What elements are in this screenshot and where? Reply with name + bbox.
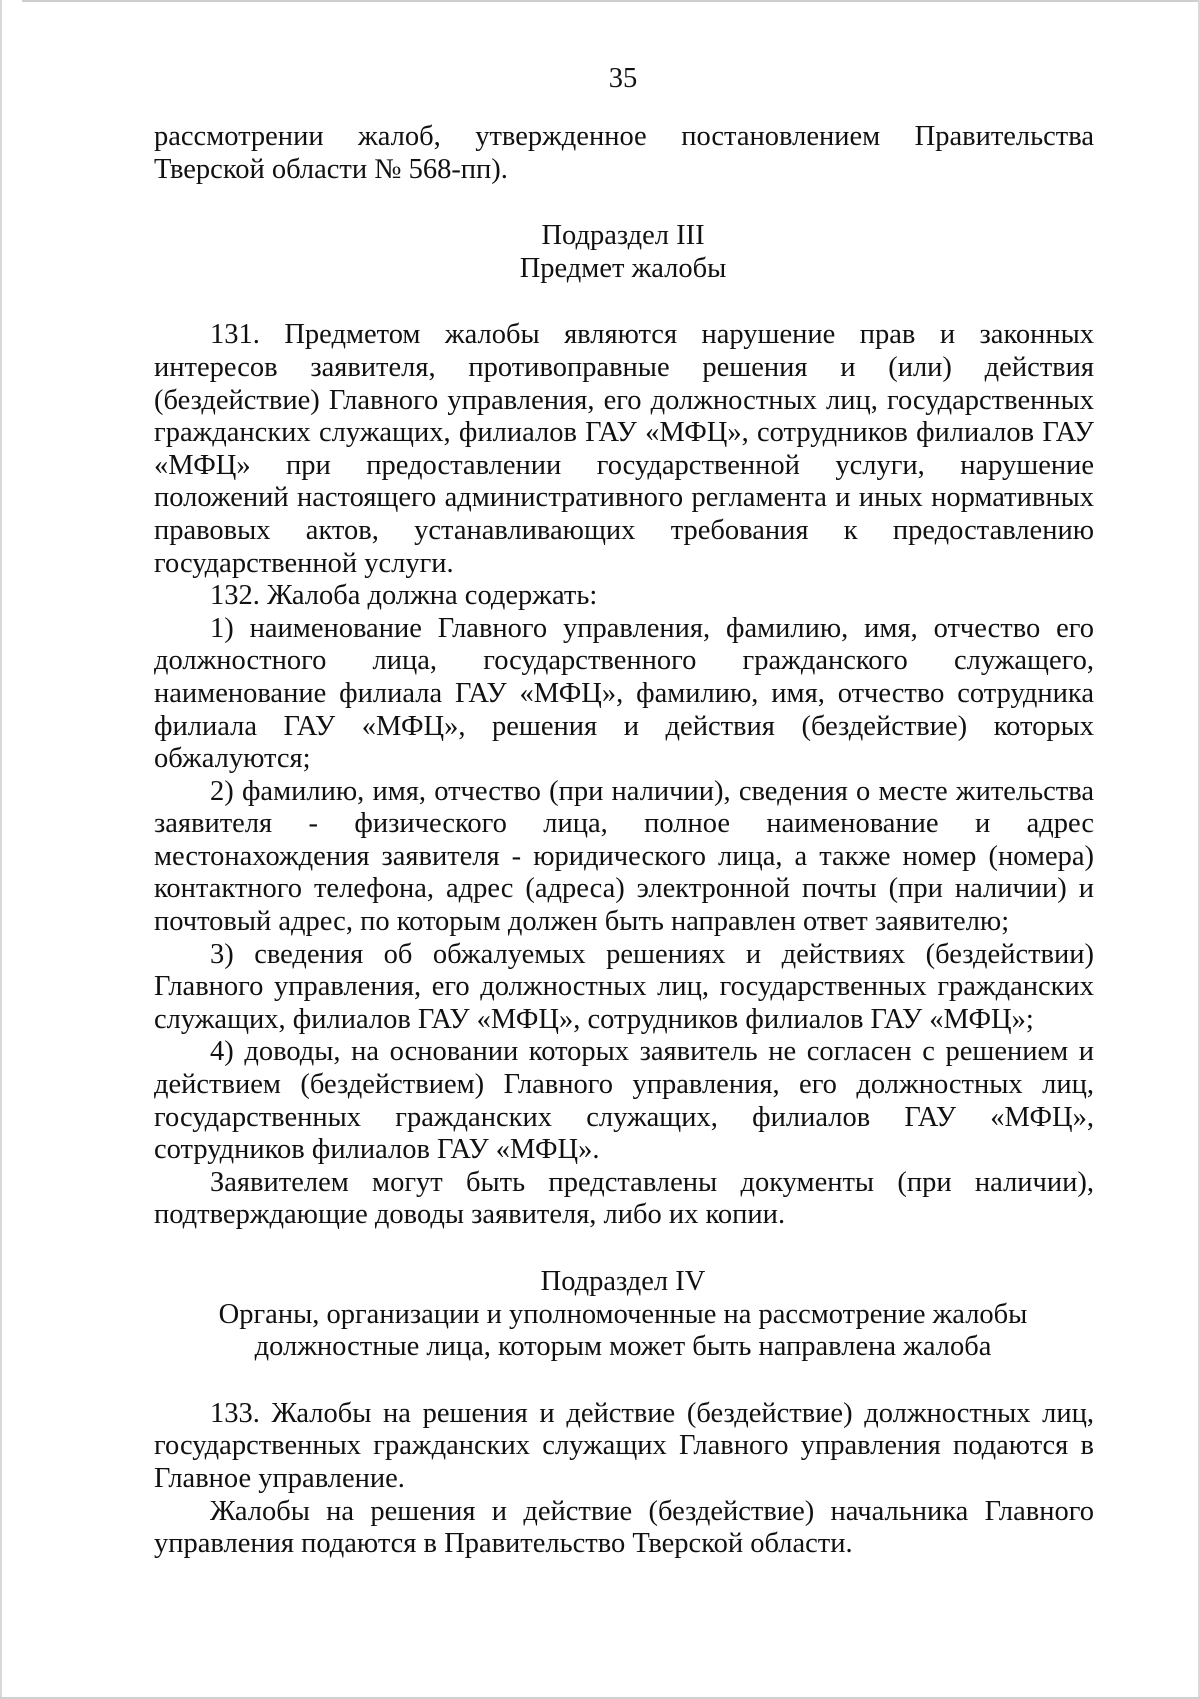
- subsection-4-title-line2: должностные лица, которым может быть направлена жалоба: [254, 1331, 992, 1363]
- paragraph-133-continued: Жалобы на решения и действие (бездействие) начальника Главного управления подаются в Правительство Тверской области.: [154, 1495, 1094, 1560]
- list-item-2: 2) фамилию, имя, отчество (при наличии), сведения о месте жительства заявителя - физического лица, полное наименование и адрес местонахождения заявителя - юридического лица, а также номер (номера) контактного телефона, адрес (адреса) электронной почты (при наличии) и почтовый адрес, по которым должен быть направлен ответ заявителю;: [154, 775, 1094, 938]
- subsection-3-title: Предмет жалобы: [519, 252, 727, 284]
- list-item-1: 1) наименование Главного управления, фамилию, имя, отчество его должностного лица, государственного гражданского служащего, наименование филиала ГАУ «МФЦ», фамилию, имя, отчество сотрудника филиала ГАУ «МФЦ», решения и действия (бездействие) которых обжалуются;: [154, 612, 1094, 775]
- document-body: [154, 121, 1094, 1561]
- paragraph-133: 133. Жалобы на решения и действие (бездействие) должностных лиц, государственных гражданских служащих Главного управления подаются в Главное управление.: [154, 1397, 1094, 1494]
- paragraph-132: 132. Жалоба должна содержать:: [210, 580, 598, 612]
- subsection-3-label: Подраздел III: [541, 220, 705, 252]
- subsection-4-title-line1: Органы, организации и уполномоченные на рассмотрение жалобы: [218, 1298, 1028, 1330]
- list-item-3: 3) сведения об обжалуемых решениях и действиях (бездействии) Главного управления, его должностных лиц, государственных гражданских служащих, филиалов ГАУ «МФЦ», сотрудников филиалов ГАУ «МФЦ»;: [154, 938, 1094, 1035]
- subsection-4-label: Подраздел IV: [540, 1266, 706, 1297]
- list-item-4: 4) доводы, на основании которых заявитель не согласен с решением и действием (бездействием) Главного управления, его должностных лиц, государственных гражданских служащих, филиалов ГАУ «МФЦ», сотрудников филиалов ГАУ «МФЦ».: [154, 1036, 1094, 1166]
- intro-paragraph: рассмотрении жалоб, утвержденное постановлением Правительства Тверской области № 568-пп).: [154, 121, 1094, 185]
- documents-note: Заявителем могут быть представлены документы (при наличии), подтверждающие доводы заявителя, либо их копии.: [154, 1166, 1094, 1231]
- page-number: 35: [608, 63, 638, 94]
- paragraph-131: 131. Предметом жалобы являются нарушение прав и законных интересов заявителя, противоправные решения и (или) действия (бездействие) Главного управления, его должностных лиц, государственных гражданских служащих, филиалов ГАУ «МФЦ», сотрудников филиалов ГАУ «МФЦ» при предоставлении государственной услуги, нарушение положений настоящего административного регламента и иных нормативных правовых актов, устанавливающих требования к предоставлению государственной услуги.: [154, 319, 1094, 579]
